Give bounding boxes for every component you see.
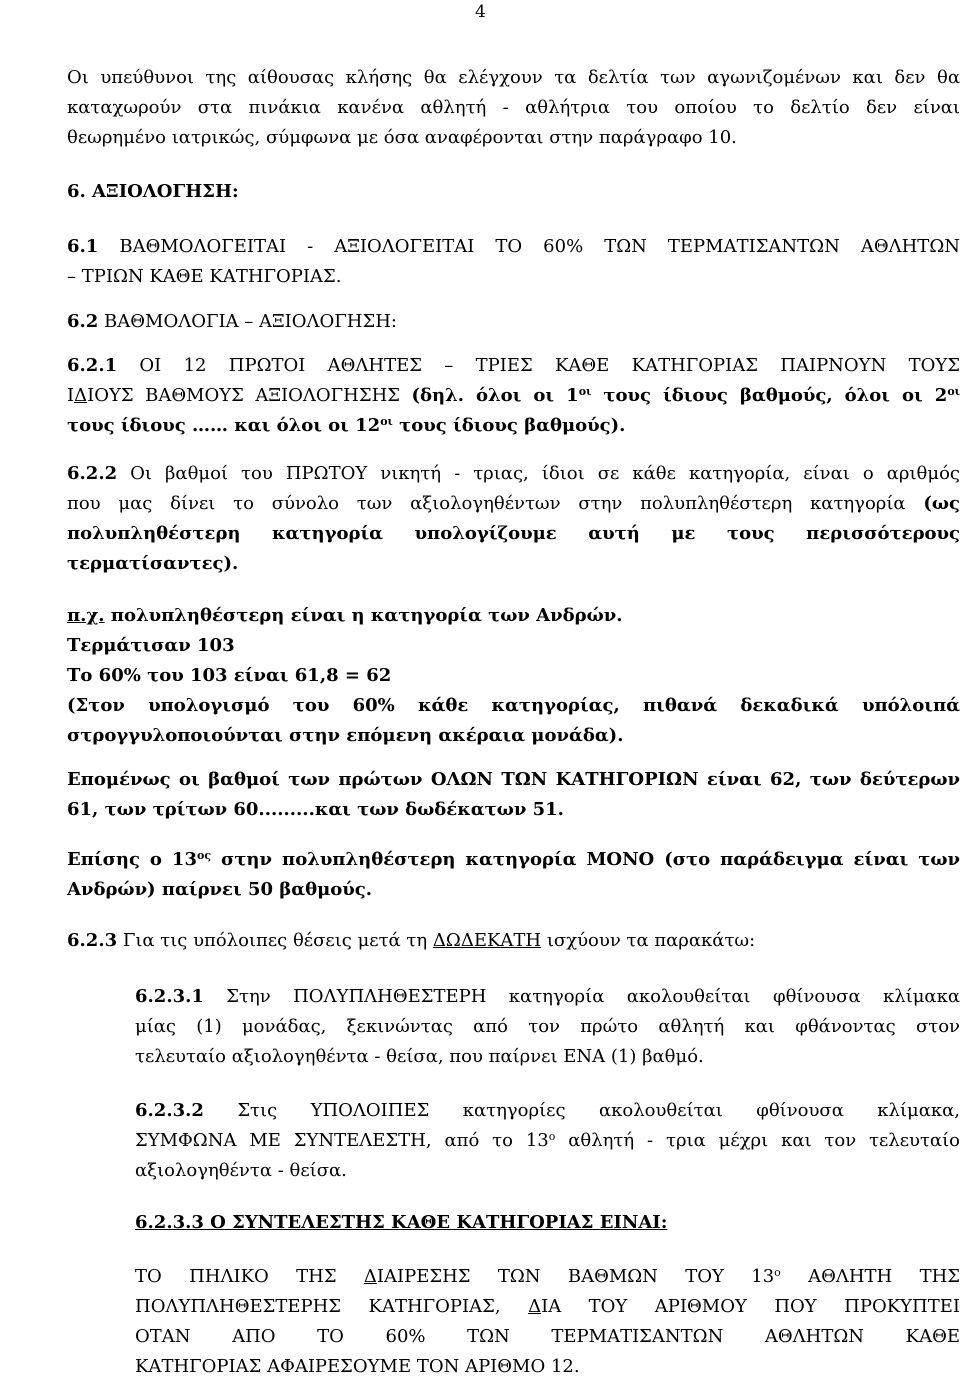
section-6-2-3-1 <box>135 982 960 1072</box>
section-6-2-3-number: 6.2.3 <box>67 930 118 951</box>
intro-line-2: καταχωρούν στα πινάκια κανένα αθλητή - αθλήτρια του οποίου το δελτίο δεν είναι <box>67 97 960 118</box>
section-6-2-2 <box>67 459 960 579</box>
section-6-2-1-line-2b: ΙΟΥΣ ΒΑΘΜΟΥΣ ΑΞΙΟΛΟΓΗΣΗΣ <box>87 385 412 406</box>
example-line-4: (Στον υπολογισμό του 60% κάθε κατηγορίας, πιθανά δεκαδικά υπόλοιπά <box>67 695 960 716</box>
section-6-2-2-line-2: που μας δίνει το σύνολο των αξιολογηθέντων στην πολυπληθέστερη κατηγορία <box>67 493 924 514</box>
consequently-line-2: 61, των τρίτων 60.........και των δωδέκατων 51. <box>67 799 564 820</box>
section-6-1 <box>67 232 960 292</box>
section-6-2-3-2-line-3: αξιολογηθέντα - θείσα. <box>135 1160 347 1181</box>
section-6-2-3-3-heading: 6.2.3.3 Ο ΣΥΝΤΕΛΕΣΤΗΣ ΚΑΘΕ ΚΑΤΗΓΟΡΙΑΣ ΕΙΝΑΙ: <box>135 1212 668 1233</box>
section-6-2-3-text-b: ισχύουν τα παρακάτω: <box>541 930 756 951</box>
section-6-2-number: 6.2 <box>67 311 99 332</box>
coefficient-sup: ο <box>774 1266 781 1279</box>
also-line-2: Ανδρών) παίρνει 50 βαθμούς. <box>67 879 372 900</box>
also-sup: ος <box>197 849 212 862</box>
section-6-2-3-2 <box>135 1096 960 1186</box>
section-6-2 <box>67 307 960 337</box>
section-6-2-2-line-1: Οι βαθμοί του ΠΡΩΤΟΥ νικητή - τριας, ίδιοι σε κάθε κατηγορία, είναι ο αριθμός <box>117 463 960 484</box>
section-6-2-1-line-2a: Ι <box>67 385 75 406</box>
page-number: 4 <box>475 2 486 22</box>
coefficient-delta-1: Δ <box>363 1266 377 1287</box>
section-6-2-3-2-number: 6.2.3.2 <box>135 1100 204 1121</box>
coefficient-line-1-num: 3 <box>762 1266 775 1287</box>
coefficient-line-1c: ΑΘΛΗΤΗ ΤΗΣ <box>780 1266 960 1287</box>
section-6-2-3-2-line-1: Στις ΥΠΟΛΟΙΠΕΣ κατηγορίες ακολουθείται φθίνουσα κλίμακα, <box>203 1100 960 1121</box>
section-6-2-1-sup-3: οι <box>380 415 393 428</box>
section-6-2-2-number: 6.2.2 <box>67 463 118 484</box>
section-6-2-1-line-1: ΟΙ 12 ΠΡΩΤΟΙ ΑΘΛΗΤΕΣ – ΤΡΙΕΣ ΚΑΘΕ ΚΑΤΗΓΟΡΙΑΣ ΠΑΙΡΝΟΥΝ ΤΟΥΣ <box>117 355 960 376</box>
example-line-3: Το 60% του 103 είναι 61,8 = 62 <box>67 665 392 686</box>
intro-line-1: Οι υπεύθυνοι της αίθουσας κλήσης θα ελέγχουν τα δελτία των αγωνιζομένων και δεν θα <box>67 67 960 88</box>
section-6-2-1 <box>67 351 960 441</box>
intro-paragraph <box>67 63 960 153</box>
section-6-2-2-line-3: πολυπληθέστερη κατηγορία υπολογίζουμε αυτή με τους περισσότερους <box>67 523 960 544</box>
section-6-2-3-1-number: 6.2.3.1 <box>135 986 204 1007</box>
intro-line-3: θεωρημένο ιατρικώς, σύμφωνα με όσα αναφέρονται στην παράγραφο 10. <box>67 127 737 148</box>
example-line-2: Τερμάτισαν 103 <box>67 635 235 656</box>
section-6-2-1-number: 6.2.1 <box>67 355 118 376</box>
section-6-2-1-delta: Δ <box>74 385 88 406</box>
coefficient-line-1b: ΙΑΙΡΕΣΗΣ ΤΩΝ ΒΑΘΜΩΝ ΤΟΥ 1 <box>376 1266 763 1287</box>
coefficient-line-2b: ΙΑ ΤΟΥ ΑΡΙΘΜΟΥ ΠΟΥ ΠΡΟΚΥΠΤΕΙ <box>541 1296 960 1317</box>
section-6-2-1-bold-3: τους ίδιους …… και όλοι οι 12 <box>67 415 381 436</box>
section-6-title: 6. ΑΞΙΟΛΟΓΗΣΗ: <box>67 181 239 202</box>
also-paragraph <box>67 845 960 905</box>
section-6-1-number: 6.1 <box>67 236 99 257</box>
section-6-2-3-3-heading-block <box>135 1208 960 1238</box>
section-6-1-line-2: – ΤΡΙΩΝ ΚΑΘΕ ΚΑΤΗΓΟΡΙΑΣ. <box>67 266 342 287</box>
section-6-2-2-line-2-bold: (ως <box>923 493 960 514</box>
section-6-2-3 <box>67 926 960 956</box>
section-6-2-3-2-sup: ο <box>548 1130 556 1143</box>
example-line-1: πολυπληθέστερη είναι η κατηγορία των Ανδρών. <box>104 605 623 626</box>
section-6-2-3-2-line-2b: αθλητή - τρια μέχρι και τον τελευταίο <box>555 1130 960 1151</box>
also-line-1a: Επίσης ο 13 <box>67 849 197 870</box>
section-6-2-2-line-4: τερματίσαντες). <box>67 553 239 574</box>
section-6-heading <box>67 177 960 207</box>
section-6-2-3-text-underlined: ΔΩΔΕΚΑΤΗ <box>432 930 542 951</box>
coefficient-line-4: ΚΑΤΗΓΟΡΙΑΣ ΑΦΑΙΡΕΣΟΥΜΕ ΤΟΝ ΑΡΙΘΜΟ 12. <box>135 1356 580 1377</box>
section-6-2-3-1-line-3: τελευταίο αξιολογηθέντα - θείσα, που παίρνει ΕΝΑ (1) βαθμό. <box>135 1046 704 1067</box>
section-6-2-3-text-a: Για τις υπόλοιπες θέσεις μετά τη <box>117 930 433 951</box>
coefficient-line-3: ΟΤΑΝ ΑΠΟ ΤΟ 60% ΤΩΝ ΤΕΡΜΑΤΙΣΑΝΤΩΝ ΑΘΛΗΤΩΝ ΚΑΘΕ <box>135 1326 960 1347</box>
coefficient-line-2a: ΠΟΛΥΠΛΗΘΕΣΤΕΡΗΣ ΚΑΤΗΓΟΡΙΑΣ, <box>135 1296 529 1317</box>
section-6-2-title: ΒΑΘΜΟΛΟΓΙΑ – ΑΞΙΟΛΟΓΗΣΗ: <box>98 311 397 332</box>
section-6-2-1-bold-4: τους ίδιους βαθμούς). <box>392 415 626 436</box>
coefficient-line-1a: ΤΟ ΠΗΛΙΚΟ ΤΗΣ <box>135 1266 364 1287</box>
consequently-paragraph <box>67 765 960 825</box>
section-6-2-1-sup-2: οι <box>947 385 960 398</box>
coefficient-delta-2: Δ <box>528 1296 542 1317</box>
section-6-2-1-bold-1: (δηλ. όλοι οι 1 <box>411 385 579 406</box>
section-6-2-3-1-line-1: Στην ΠΟΛΥΠΛΗΘΕΣΤΕΡΗ κατηγορία ακολουθείται φθίνουσα κλίμακα <box>203 986 960 1007</box>
example-label: π.χ. <box>67 605 105 626</box>
also-line-1b: στην πολυπληθέστερη κατηγορία ΜΟΝΟ (στο παράδειγμα είναι των <box>211 849 960 870</box>
section-6-2-1-bold-2: τους ίδιους βαθμούς, όλοι οι 2 <box>591 385 948 406</box>
section-6-2-1-sup-1: οι <box>578 385 592 398</box>
section-6-2-3-1-line-2: μίας (1) μονάδας, ξεκινώντας από τον πρώτο αθλητή και φθάνοντας στον <box>135 1016 960 1037</box>
example-block <box>67 601 960 751</box>
section-6-1-line-1: ΒΑΘΜΟΛΟΓΕΙΤΑΙ - ΑΞΙΟΛΟΓΕΙΤΑΙ ΤΟ 60% ΤΩΝ ΤΕΡΜΑΤΙΣΑΝΤΩΝ ΑΘΛΗΤΩΝ <box>98 236 960 257</box>
section-6-2-3-2-line-2a: ΣΥΜΦΩΝΑ ΜΕ ΣΥΝΤΕΛΕΣΤΗ, από το 13 <box>135 1130 549 1151</box>
example-line-5: στρογγυλοποιούνται στην επόμενη ακέραια μονάδα). <box>67 725 624 746</box>
section-6-2-3-3-body <box>135 1262 960 1382</box>
consequently-line-1: Επομένως οι βαθμοί των πρώτων ΟΛΩΝ ΤΩΝ ΚΑΤΗΓΟΡΙΩΝ είναι 62, των δεύτερων <box>67 769 960 790</box>
